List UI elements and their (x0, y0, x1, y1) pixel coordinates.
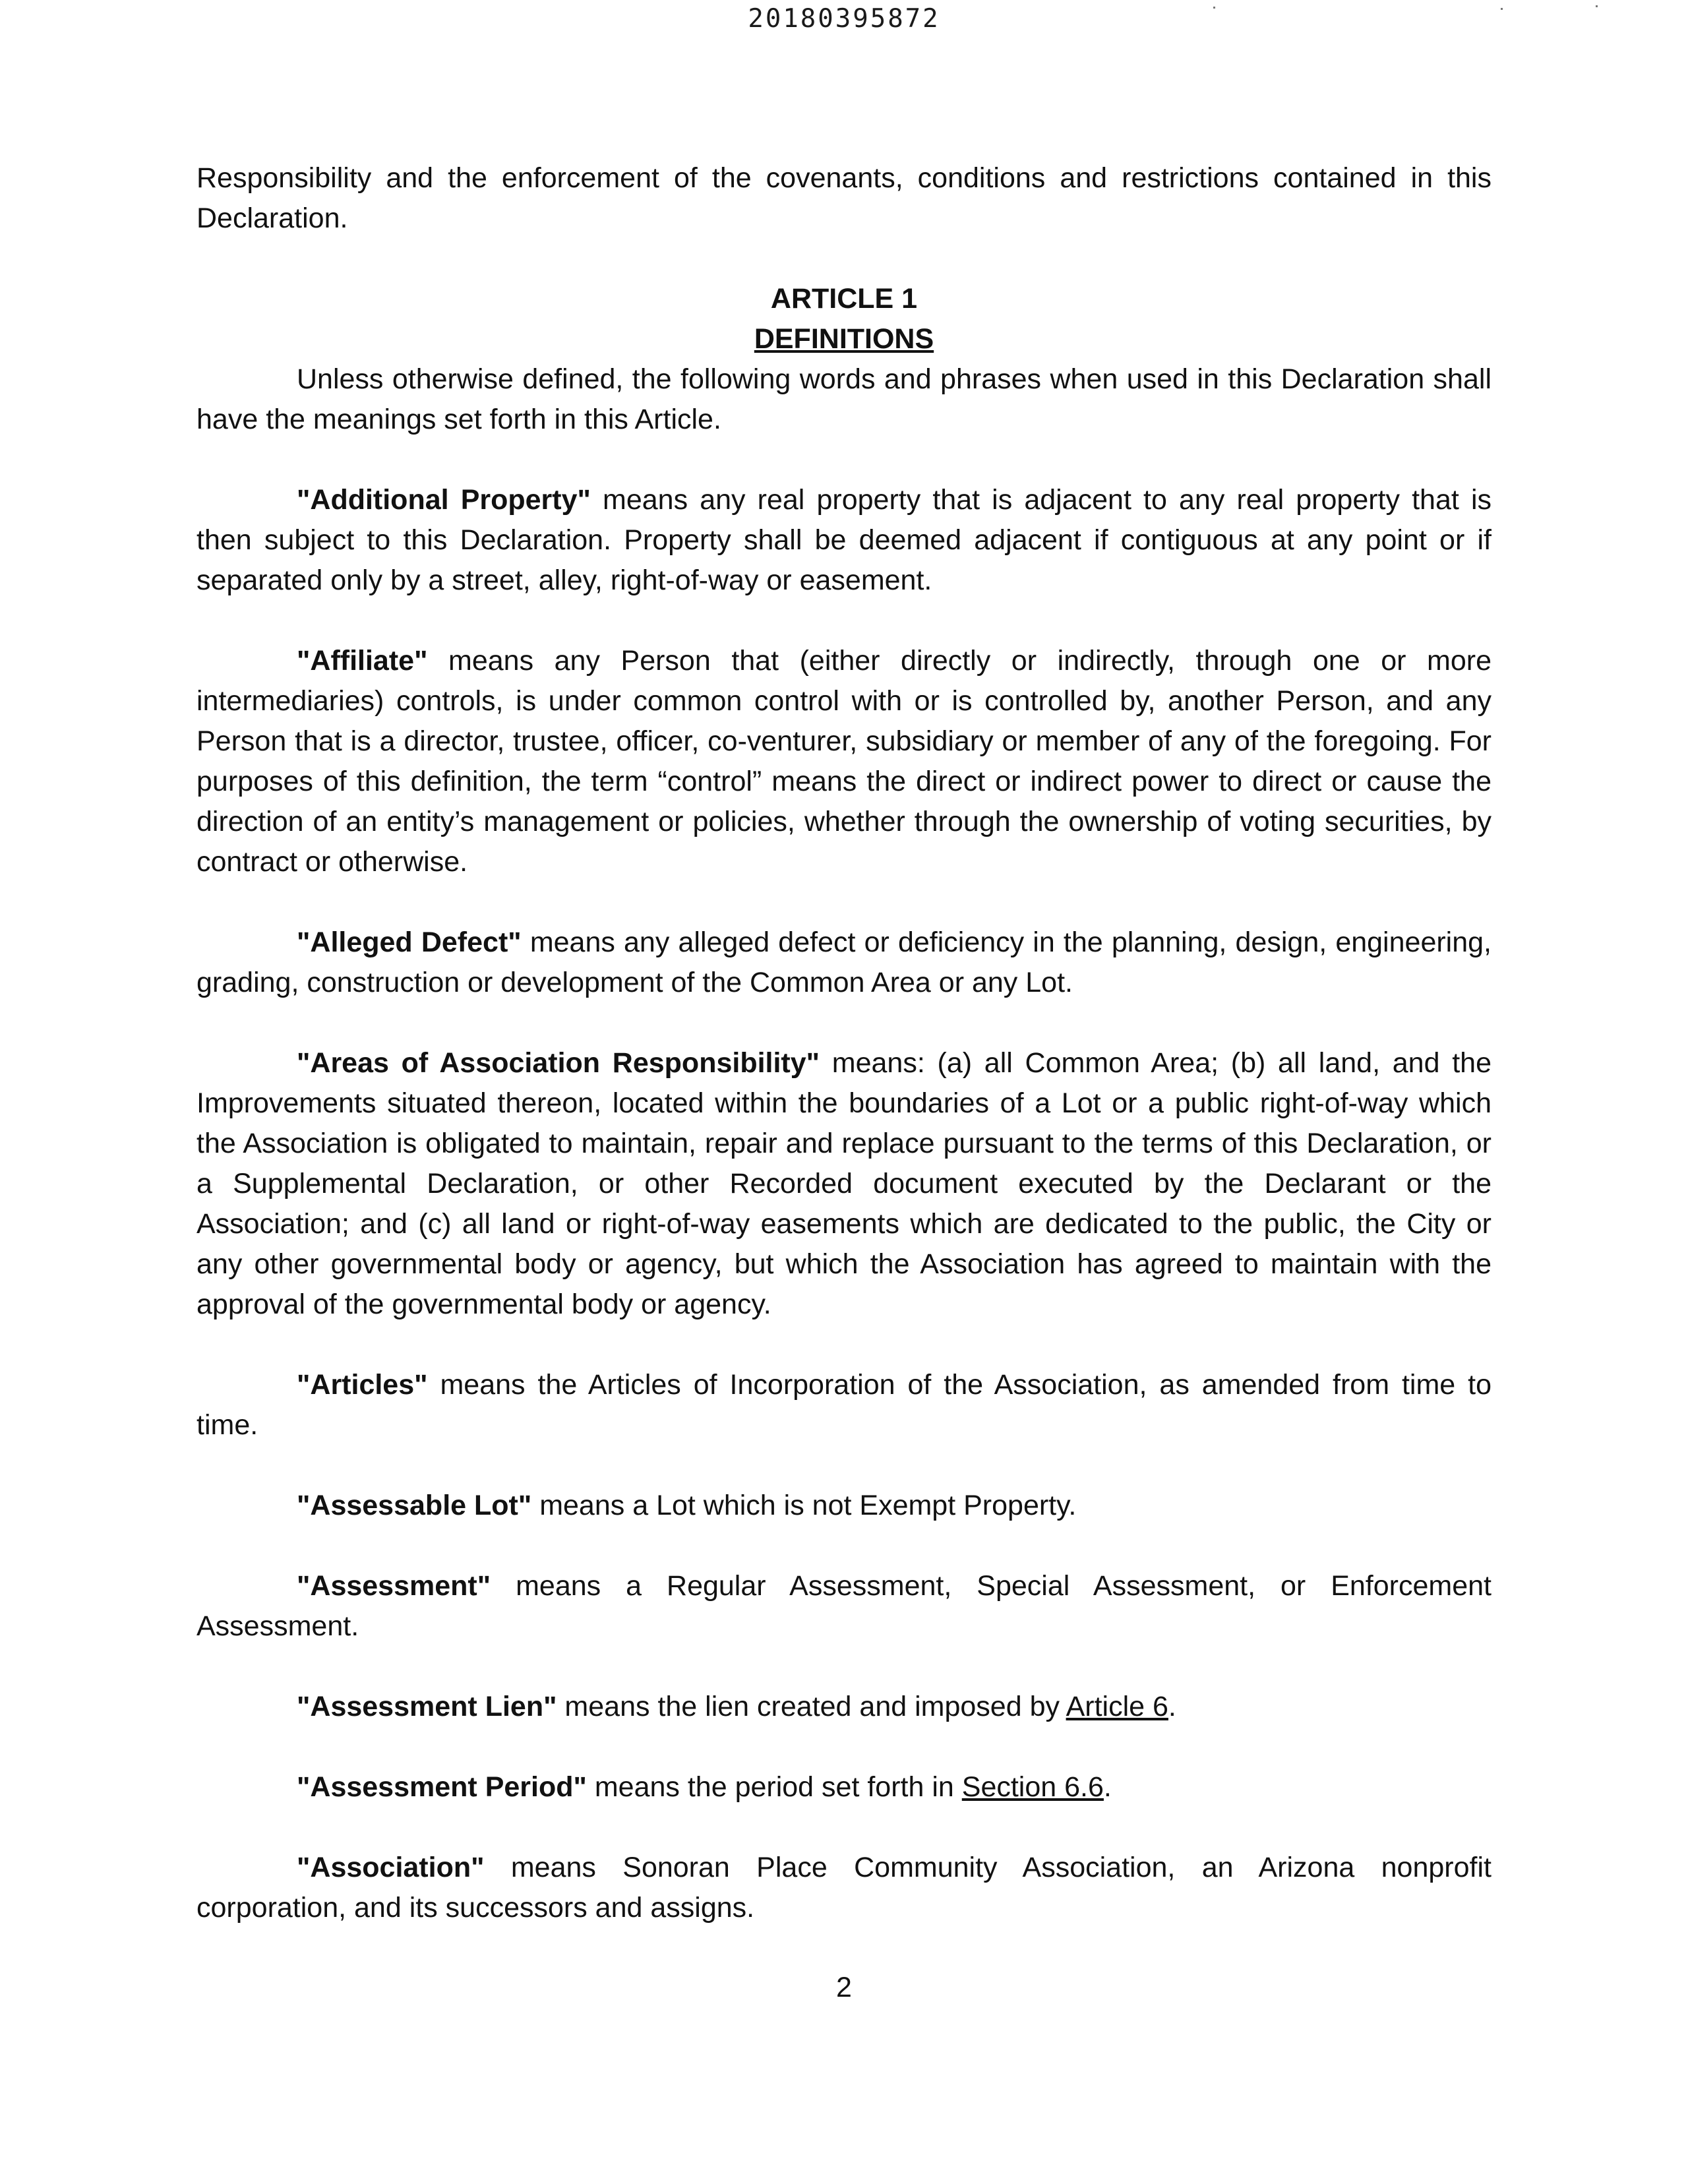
definition-association (196, 1848, 1492, 1928)
scan-speck (1501, 8, 1503, 10)
definition-term: "Assessment" (297, 1570, 491, 1602)
definition-text: means a Regular Assessment, Special Assessment, or Enforcement Assessment. (196, 1570, 1492, 1642)
definition-term: "Additional Property" (297, 484, 591, 516)
definition-text: means any Person that (either directly or indirectly, through one or more intermediaries) controls, is under common control with or is controlled by, another Person, and any Person that is a director, trustee, officer, co-venturer, subsidiary or member of any of the foregoing. For purposes of this definition, the term “control” means the direct or indirect power to direct or cause the direction of an entity’s management or policies, whether through the ownership of voting securities, by contract or otherwise. (196, 645, 1492, 878)
scan-speck (1213, 7, 1215, 9)
definition-text: means: (a) all Common Area; (b) all land, and the Improvements situated thereon, located within the boundaries of a Lot or a public right-of-way which the Association is obligated to maintain, repair and replace pursuant to the terms of this Declaration, or a Supplemental Declaration, or other Recorded document executed by the Declarant or the Association; and (c) all land or right-of-way easements which are dedicated to the public, the City or any other governmental body or agency, but which the Association has agreed to maintain with the approval of the governmental body or agency. (196, 1047, 1492, 1320)
article-number: ARTICLE 1 (770, 283, 918, 315)
definition-term: "Alleged Defect" (297, 926, 522, 958)
preamble-paragraph: Responsibility and the enforcement of the covenants, conditions and restrictions contained in this Declaration. (196, 162, 1492, 234)
scan-speck (1596, 5, 1598, 7)
definition-term: "Assessment Lien" (297, 1691, 557, 1722)
definition-text: means the period set forth in (586, 1771, 962, 1803)
definition-assessment-lien (196, 1687, 1492, 1727)
document-body (196, 158, 1492, 1928)
definition-text: means any real property that is adjacent to any real property that is then subject to this Declaration. Property shall be deemed adjacent if contiguous at any point or if separated only by a street, alley, right-of-way or easement. (196, 484, 1492, 596)
definition-areas-of-association-responsibility (196, 1043, 1492, 1325)
definition-term: "Assessable Lot" (297, 1490, 532, 1521)
definition-text-end: . (1168, 1691, 1176, 1722)
definition-assessment (196, 1566, 1492, 1647)
definition-affiliate (196, 641, 1492, 882)
definition-alleged-defect (196, 923, 1492, 1003)
definition-term: "Association" (297, 1852, 485, 1883)
definition-text: means the lien created and imposed by (557, 1691, 1066, 1722)
cross-reference-link[interactable]: Article 6 (1066, 1691, 1168, 1722)
definition-text: means the Articles of Incorporation of the Association, as amended from time to time. (196, 1369, 1492, 1441)
recording-number: 20180395872 (748, 4, 940, 34)
definition-term: "Articles" (297, 1369, 428, 1401)
definition-additional-property (196, 480, 1492, 601)
definition-articles (196, 1365, 1492, 1445)
definition-term: "Assessment Period" (297, 1771, 587, 1803)
definition-text: means any alleged defect or deficiency in the planning, design, engineering, grading, construction or development of the Common Area or any Lot. (196, 926, 1492, 998)
article-intro: Unless otherwise defined, the following words and phrases when used in this Declaration shall have the meanings set forth in this Article. (196, 363, 1492, 435)
article-title: DEFINITIONS (754, 323, 934, 355)
definition-term: "Affiliate" (297, 645, 428, 677)
definition-text: means Sonoran Place Community Association, an Arizona nonprofit corporation, and its successors and assigns. (196, 1852, 1492, 1924)
definition-assessable-lot (196, 1486, 1492, 1526)
definition-assessment-period (196, 1767, 1492, 1807)
page-number: 2 (836, 1972, 852, 2003)
definition-term: "Areas of Association Responsibility" (297, 1047, 820, 1079)
definition-text-end: . (1103, 1771, 1112, 1803)
definition-text: means a Lot which is not Exempt Property. (531, 1490, 1077, 1521)
cross-reference-link[interactable]: Section 6.6 (961, 1771, 1104, 1803)
